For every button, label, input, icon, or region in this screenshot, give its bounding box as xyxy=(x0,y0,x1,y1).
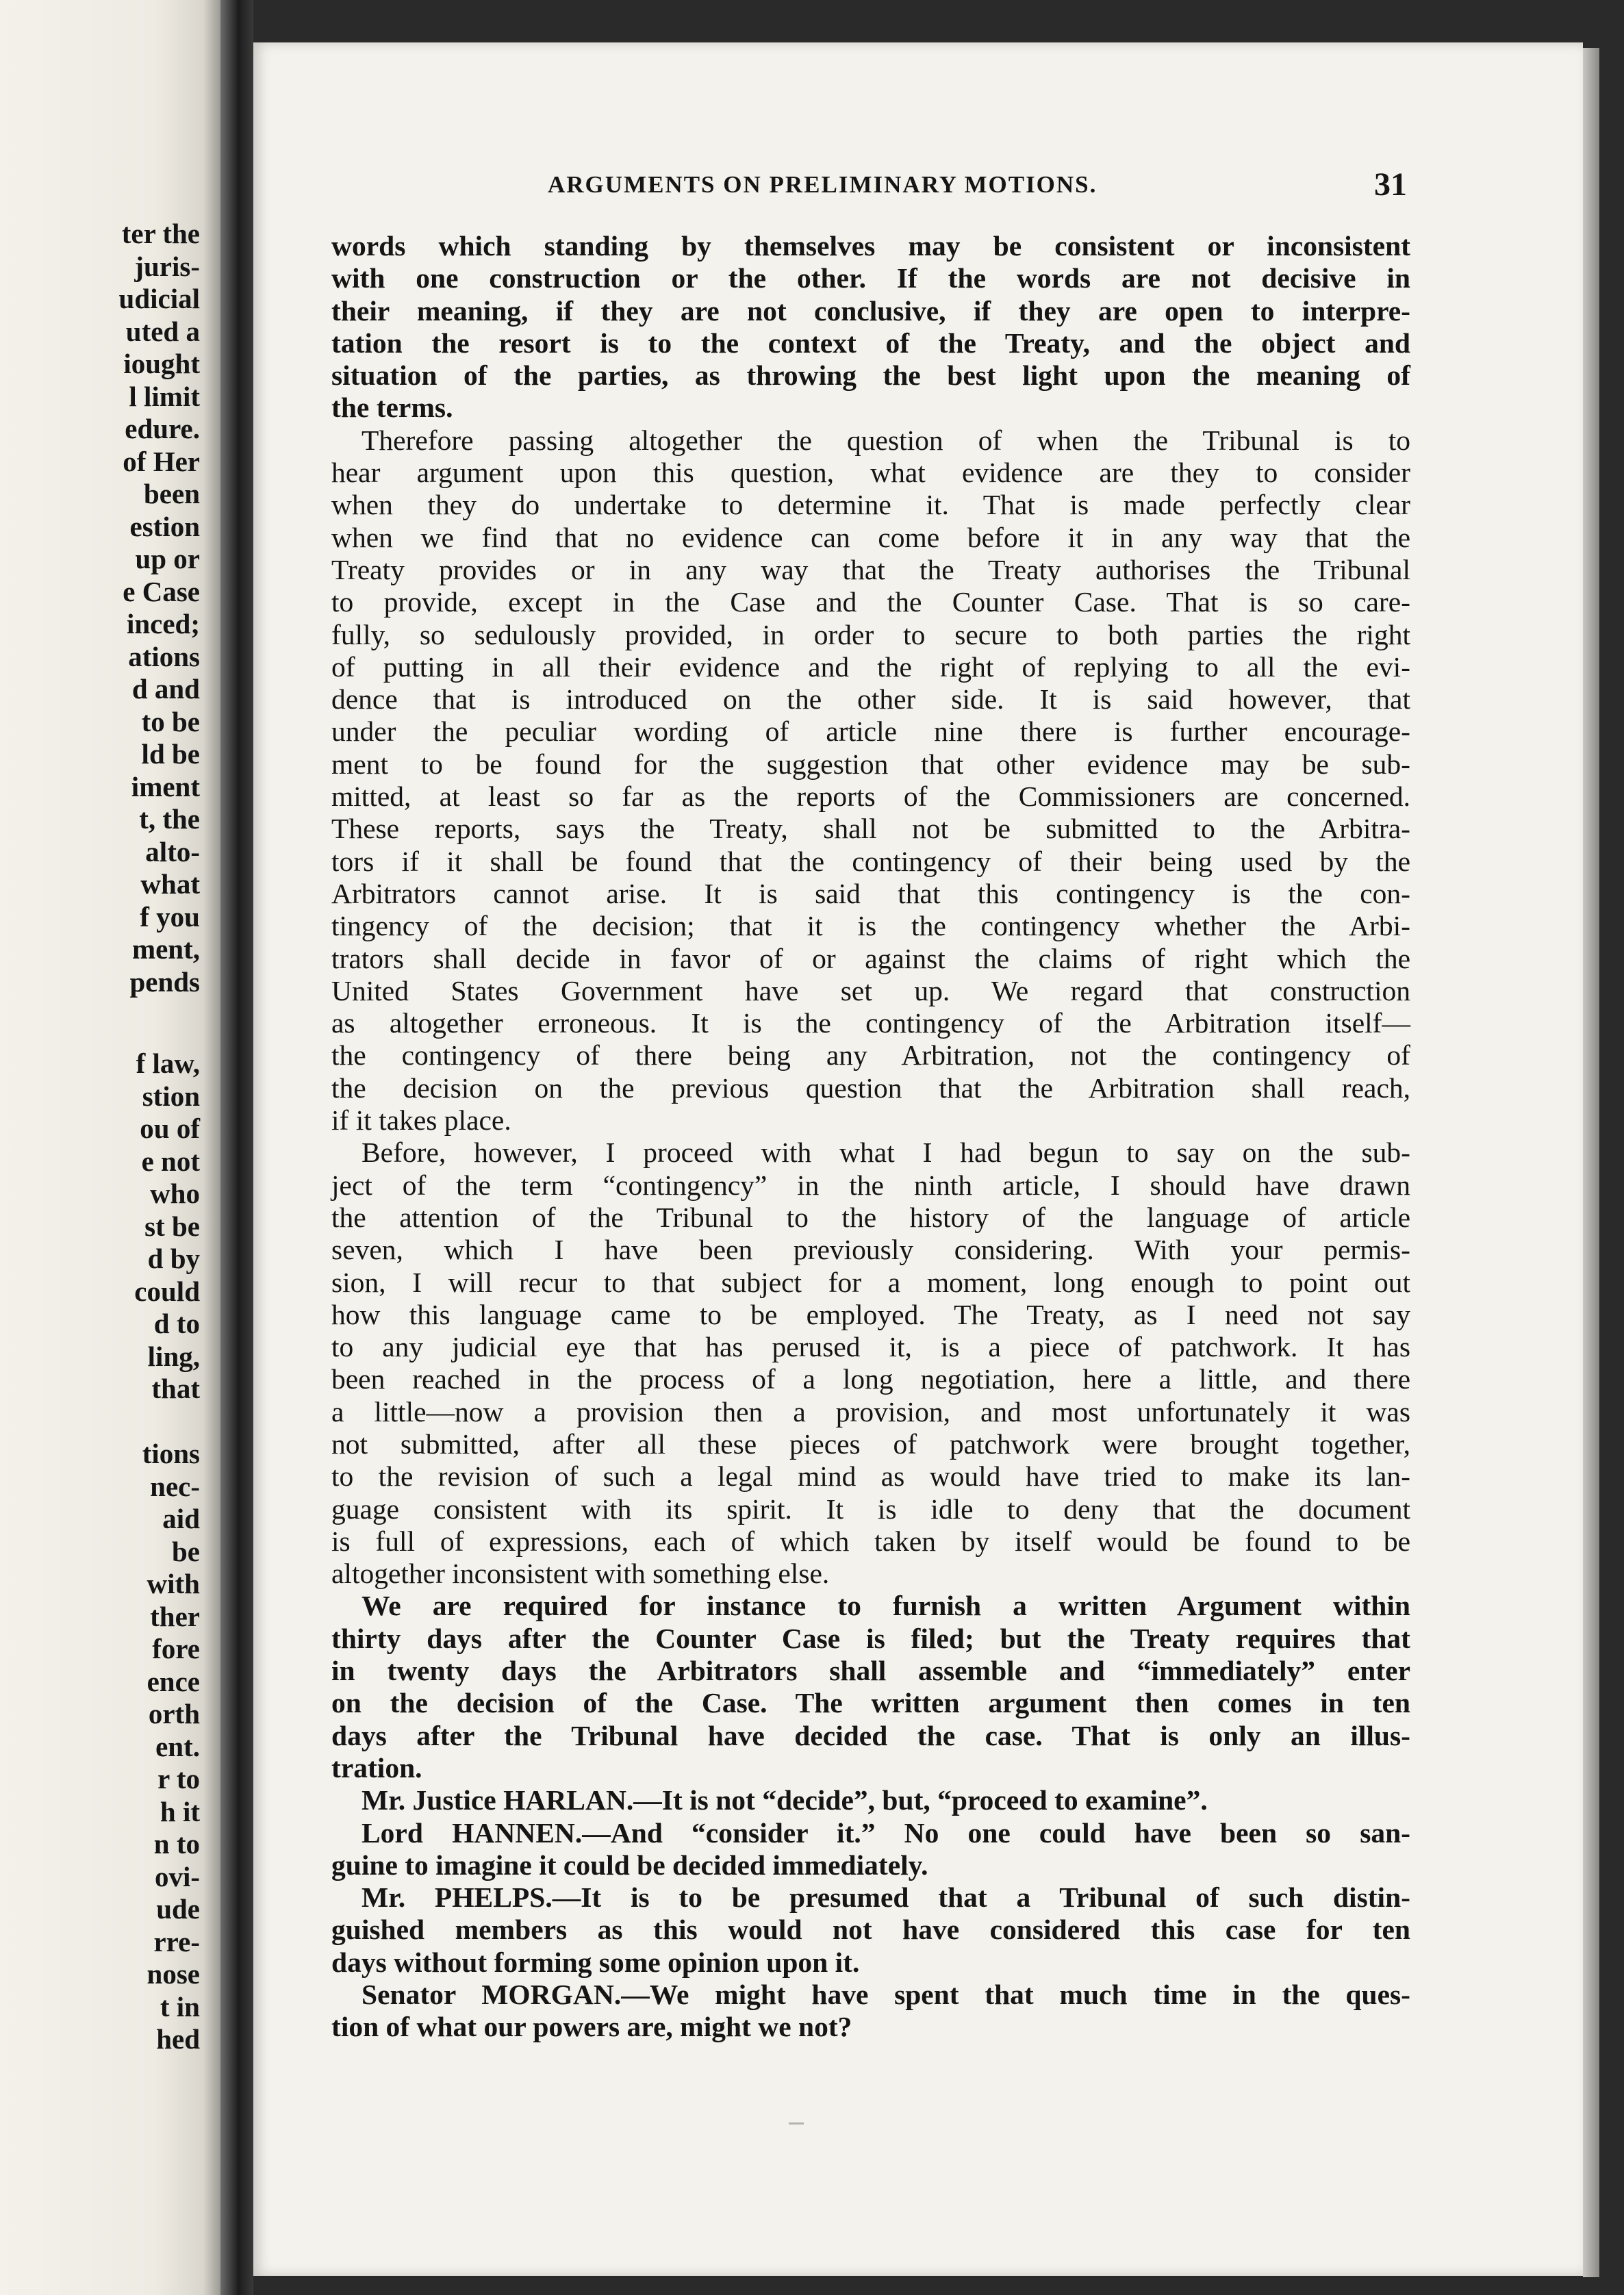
text-line: under the peculiar wording of article nine there is further encourage- xyxy=(331,715,1410,748)
text-line: altogether inconsistent with something else. xyxy=(331,1558,830,1590)
text-line: Mr. PHELPS.—It is to be presumed that a Tribunal of such distin- xyxy=(361,1881,1410,1914)
text-line: tation the resort is to the context of the Treaty, and the object and xyxy=(331,327,1410,359)
text-line: thirty days after the Counter Case is filed; but the Treaty requires that xyxy=(331,1622,1410,1654)
text-line: ment to be found for the suggestion that other evidence may be sub- xyxy=(331,748,1410,780)
text-line: to any judicial eye that has perused it, is a piece of patchwork. It has xyxy=(331,1331,1410,1363)
text-line: dence that is introduced on the other side. It is said however, that xyxy=(331,683,1410,715)
facing-page-line: ations xyxy=(128,640,200,672)
facing-page-line: ent. xyxy=(155,1730,200,1762)
facing-page-line: nec- xyxy=(150,1470,200,1502)
facing-page-line: nose xyxy=(147,1958,200,1990)
facing-page-line: ence xyxy=(147,1665,200,1697)
facing-page-line: who xyxy=(150,1178,200,1209)
facing-page-line: inced; xyxy=(126,608,200,639)
text-line: when we find that no evidence can come before it in any way that the xyxy=(331,521,1410,553)
facing-page-line: ter the xyxy=(121,218,200,249)
facing-page-line: fore xyxy=(152,1633,200,1664)
facing-page-line: ther xyxy=(150,1600,200,1632)
facing-page-line: with xyxy=(147,1568,200,1599)
text-line: in twenty days the Arbitrators shall assemble and “immediately” enter xyxy=(331,1655,1410,1687)
facing-page-line: edure. xyxy=(125,413,200,444)
text-line: Treaty provides or in any way that the Treaty authorises the Tribunal xyxy=(331,553,1410,585)
facing-page-line: aid xyxy=(162,1503,200,1534)
facing-page-line: tions xyxy=(142,1438,200,1469)
text-line: days after the Tribunal have decided the case. That is only an illus- xyxy=(331,1719,1410,1751)
text-line: words which standing by themselves may be consistent or inconsistent xyxy=(331,230,1410,262)
text-line: their meaning, if they are not conclusive, if they are open to interpre- xyxy=(331,294,1410,327)
text-line: seven, which I have been previously considering. With your permis- xyxy=(331,1234,1410,1266)
text-line: tration. xyxy=(331,1751,422,1784)
text-line: We are required for instance to furnish a written Argument within xyxy=(361,1590,1410,1622)
page-edge-shadow xyxy=(1583,48,1599,2277)
facing-page-line: ovi- xyxy=(154,1860,200,1892)
facing-page-line: that xyxy=(151,1373,200,1404)
text-line: the contingency of there being any Arbitration, not the contingency of xyxy=(331,1039,1410,1072)
text-line: to the revision of such a legal mind as would have tried to make its lan- xyxy=(331,1460,1410,1493)
facing-page-line: be xyxy=(172,1535,200,1567)
facing-page-line: stion xyxy=(142,1080,200,1112)
text-line: tion of what our powers are, might we not? xyxy=(331,2011,852,2043)
text-line: situation of the parties, as throwing the best light upon the meaning of xyxy=(331,359,1410,392)
text-line: not submitted, after all these pieces of patchwork were brought together, xyxy=(331,1428,1410,1460)
facing-page-line: up or xyxy=(135,543,200,574)
facing-page-line: ling, xyxy=(147,1340,200,1372)
text-line: Before, however, I proceed with what I had begun to say on the sub- xyxy=(361,1137,1410,1169)
text-line: guage consistent with its spirit. It is idle to deny that the document xyxy=(331,1493,1410,1525)
facing-page-text-block-2 xyxy=(134,1048,200,1406)
facing-page-line: ment, xyxy=(131,933,200,965)
text-line: Lord HANNEN.—And “consider it.” No one could have been so san- xyxy=(361,1816,1410,1849)
text-line: tors if it shall be found that the contingency of their being used by the xyxy=(331,845,1410,877)
text-line: is full of expressions, each of which taken by itself would be found to be xyxy=(331,1525,1410,1557)
facing-page-line: e not xyxy=(141,1145,200,1177)
facing-page-line: what xyxy=(140,868,200,900)
text-line: the terms. xyxy=(331,392,453,424)
facing-page-edge xyxy=(0,0,220,2295)
facing-page-text-block-1 xyxy=(119,218,200,998)
facing-page-line: uted a xyxy=(125,315,200,347)
text-line: how this language came to be employed. The Treaty, as I need not say xyxy=(331,1298,1410,1330)
facing-page-text-block-3 xyxy=(142,1438,200,2056)
facing-page-line: rre- xyxy=(153,1925,200,1957)
facing-page-line: of Her xyxy=(123,445,200,477)
facing-page-line: d and xyxy=(131,673,200,705)
text-line: tingency of the decision; that it is the contingency whether the Arbi- xyxy=(331,910,1410,942)
facing-page-line: been xyxy=(144,478,200,509)
page-number: 31 xyxy=(1374,166,1407,203)
running-header xyxy=(548,166,1417,203)
text-line: a little—now a provision then a provision, and most unfortunately it was xyxy=(331,1395,1410,1428)
facing-page-line: r to xyxy=(157,1763,200,1795)
facing-page-line: ude xyxy=(156,1893,200,1925)
facing-page-line: iment xyxy=(131,770,200,802)
print-speck xyxy=(789,2122,804,2125)
facing-page-line: ld be xyxy=(141,738,200,770)
text-line: as altogether erroneous. It is the contingency of the Arbitration itself— xyxy=(331,1007,1410,1039)
text-line: been reached in the process of a long negotiation, here a little, and there xyxy=(331,1363,1410,1395)
facing-page-line: to be xyxy=(141,705,200,737)
facing-page-line: iought xyxy=(123,348,200,379)
text-line: when they do undertake to determine it. That is made perfectly clear xyxy=(331,489,1410,521)
text-line: Mr. Justice HARLAN.—It is not “decide”, but, “proceed to examine”. xyxy=(361,1784,1208,1816)
text-line: if it takes place. xyxy=(331,1104,511,1137)
facing-page-line: d by xyxy=(147,1243,200,1274)
facing-page-line: juris- xyxy=(134,250,200,282)
text-line: These reports, says the Treaty, shall not be submitted to the Arbitra- xyxy=(331,813,1410,845)
text-line: ject of the term “contingency” in the ninth article, I should have drawn xyxy=(331,1169,1410,1201)
text-line: fully, so sedulously provided, in order to secure to both parties the right xyxy=(331,618,1410,650)
text-line: Therefore passing altogether the question of when the Tribunal is to xyxy=(361,424,1410,456)
facing-page-line: estion xyxy=(129,510,200,542)
text-line: United States Government have set up. We regard that construction xyxy=(331,974,1410,1006)
facing-page-line: t, the xyxy=(139,803,200,835)
text-line: on the decision of the Case. The written argument then comes in ten xyxy=(331,1687,1410,1719)
facing-page-line: ou of xyxy=(140,1113,200,1144)
facing-page-line: udicial xyxy=(118,283,200,314)
text-line: hear argument upon this question, what evidence are they to consider xyxy=(331,457,1410,489)
facing-page-line: t in xyxy=(160,1990,200,2023)
facing-page-line: f law, xyxy=(136,1048,200,1079)
text-line: Arbitrators cannot arise. It is said that this contingency is the con- xyxy=(331,877,1410,909)
text-line: the decision on the previous question that the Arbitration shall reach, xyxy=(331,1072,1410,1104)
facing-page-line: st be xyxy=(144,1210,200,1242)
text-line: mitted, at least so far as the reports of the Commissioners are concerned. xyxy=(331,781,1410,813)
facing-page-line: d to xyxy=(153,1308,200,1339)
facing-page-line: n to xyxy=(153,1828,200,1860)
facing-page-line: pends xyxy=(129,965,200,998)
facing-page-line: could xyxy=(134,1275,200,1307)
text-line: to provide, except in the Case and the Counter Case. That is so care- xyxy=(331,586,1410,618)
body-text xyxy=(331,230,1410,2044)
facing-page-line: l limit xyxy=(129,380,200,412)
text-line: the attention of the Tribunal to the history of the language of article xyxy=(331,1201,1410,1233)
facing-page-line: h it xyxy=(160,1795,200,1827)
facing-page-line: f you xyxy=(140,900,200,933)
facing-page-line: e Case xyxy=(123,575,200,607)
facing-page-line: alto- xyxy=(145,835,200,867)
running-title: ARGUMENTS ON PRELIMINARY MOTIONS. xyxy=(548,171,1098,198)
text-line: trators shall decide in favor of or against the claims of right which the xyxy=(331,942,1410,974)
text-line: Senator MORGAN.—We might have spent that much time in the ques- xyxy=(361,1979,1410,2011)
text-line: guine to imagine it could be decided immediately. xyxy=(331,1849,928,1881)
text-line: days without forming some opinion upon it. xyxy=(331,1946,860,1978)
text-line: guished members as this would not have considered this case for ten xyxy=(331,1914,1410,1946)
text-line: with one construction or the other. If the words are not decisive in xyxy=(331,262,1410,294)
facing-page-line: hed xyxy=(156,2023,200,2055)
facing-page-line: orth xyxy=(148,1698,200,1729)
text-line: sion, I will recur to that subject for a moment, long enough to point out xyxy=(331,1266,1410,1298)
text-line: of putting in all their evidence and the right of replying to all the evi- xyxy=(331,650,1410,683)
book-gutter xyxy=(220,0,253,2295)
